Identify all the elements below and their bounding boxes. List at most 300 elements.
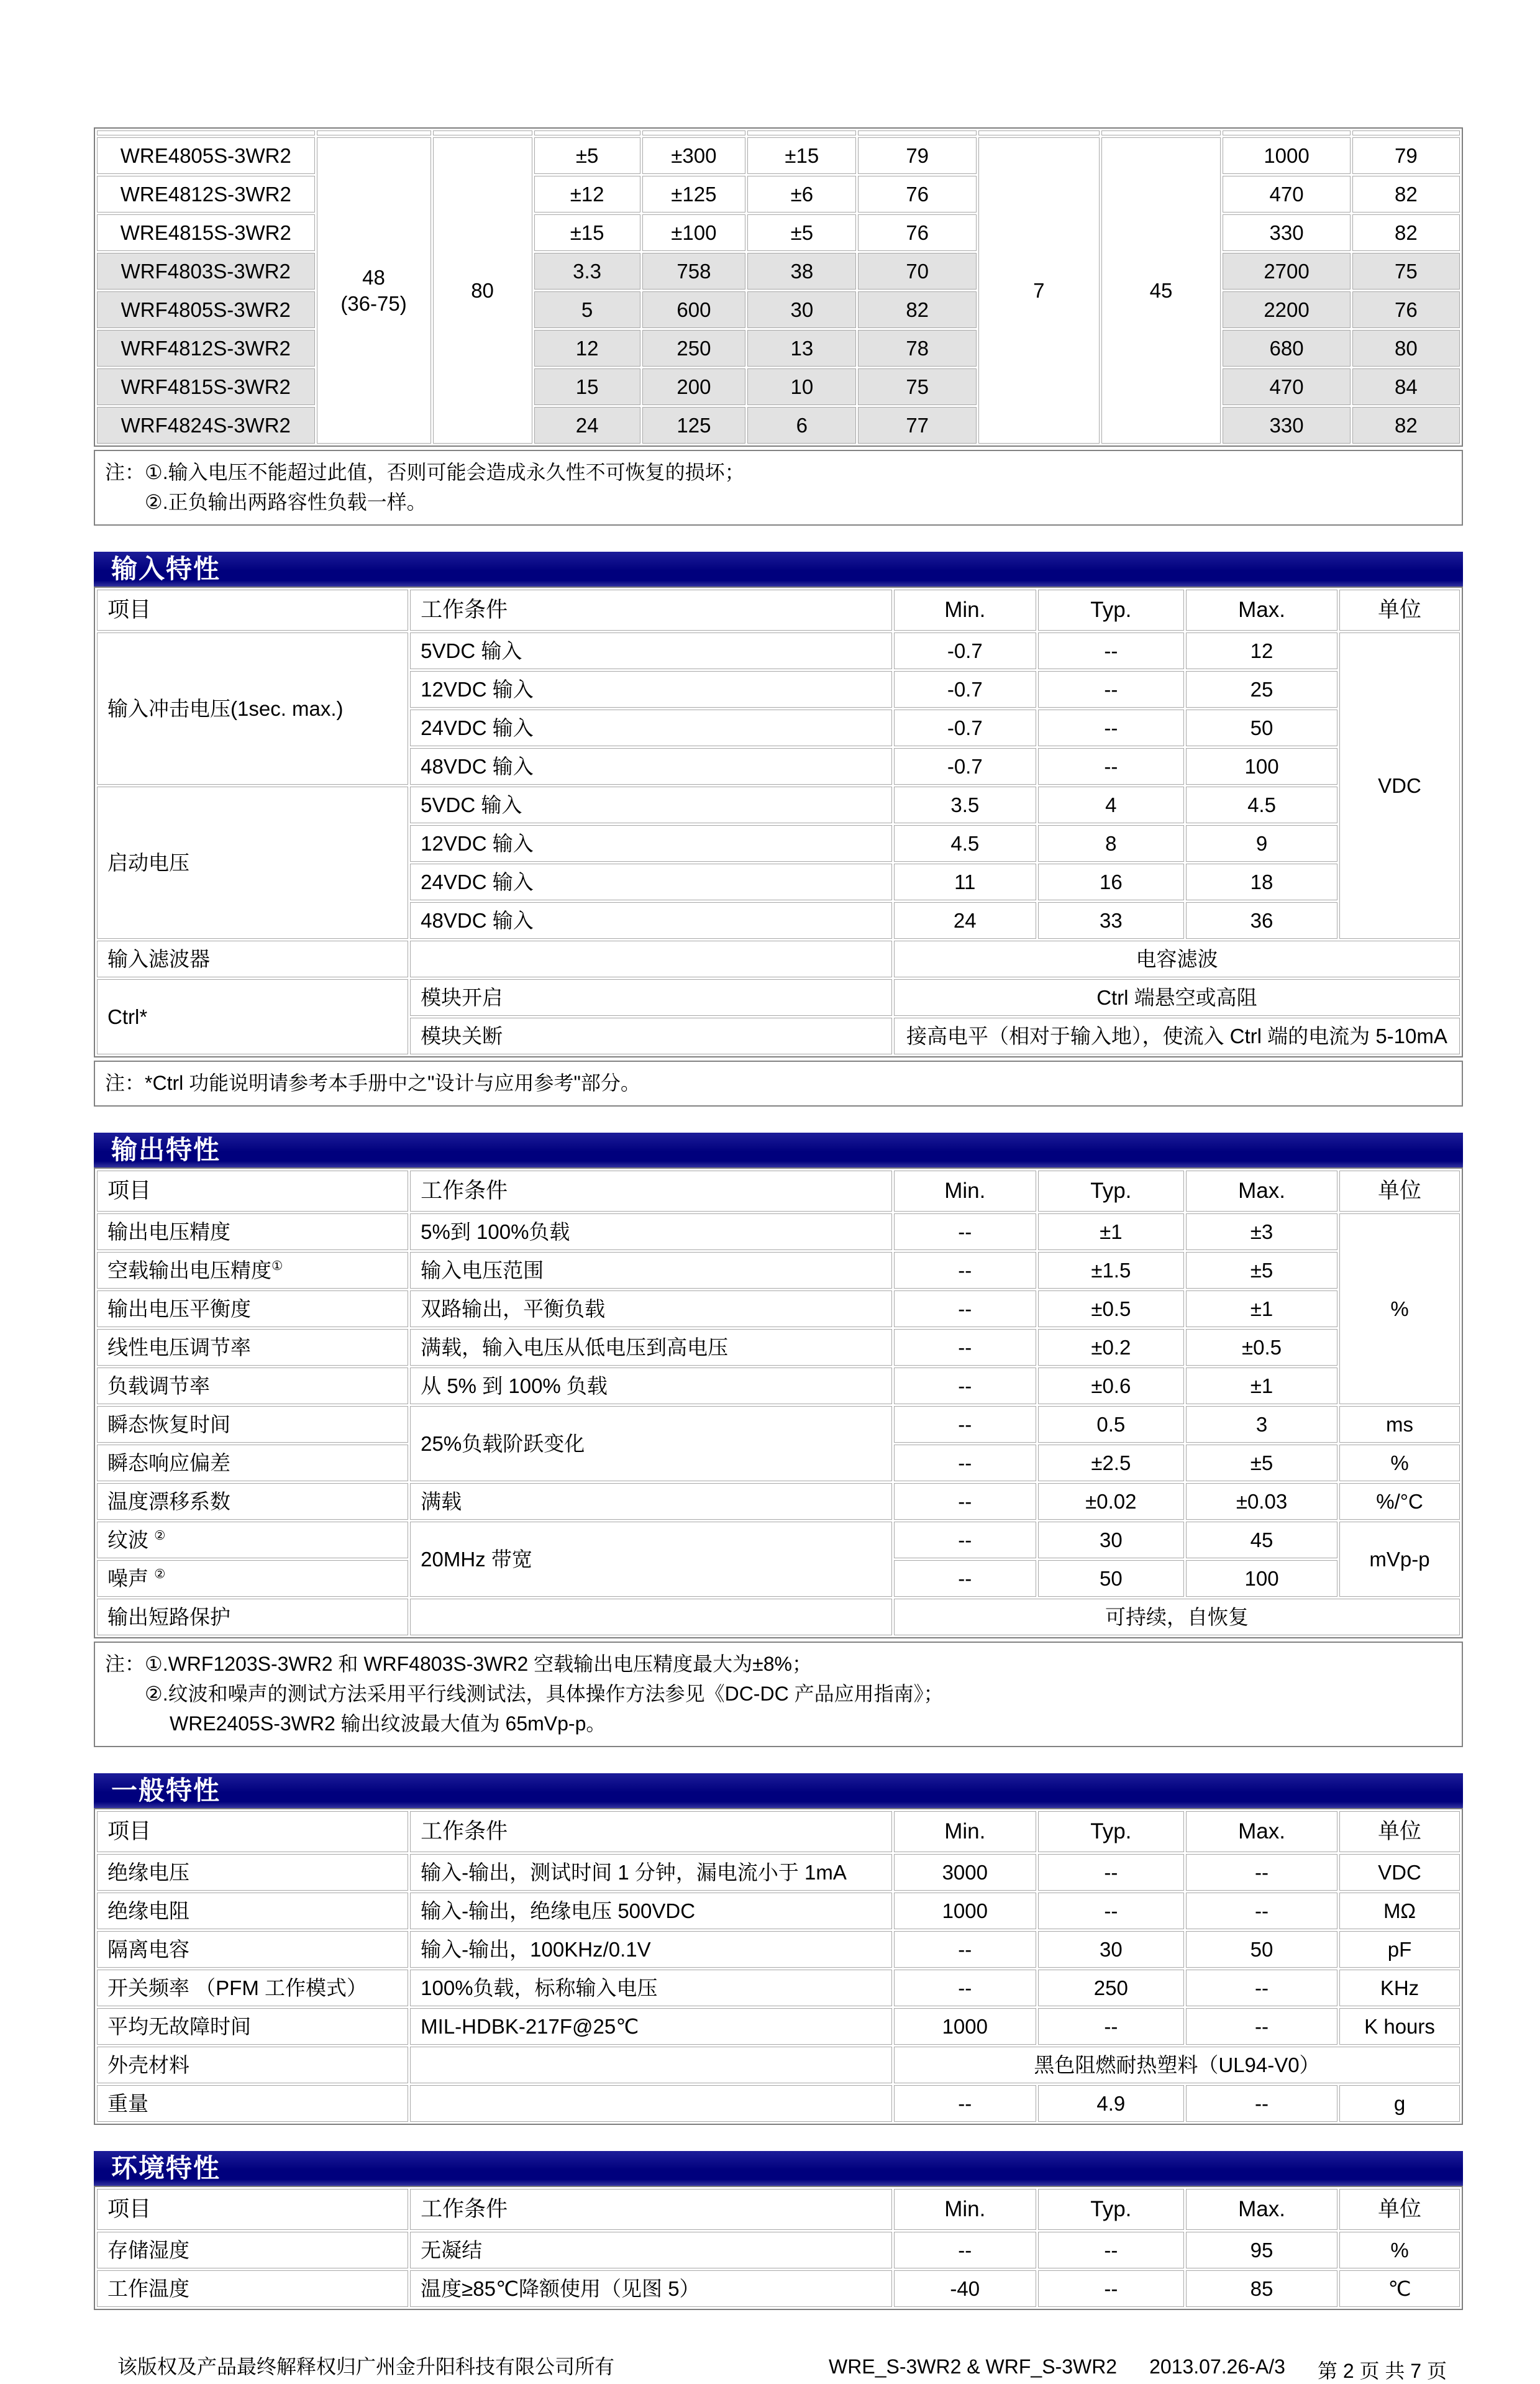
max-cell: 85 — [1186, 2270, 1337, 2307]
section-title-bar-environment — [94, 2151, 1463, 2186]
table-row — [97, 1893, 1460, 1929]
value-cell: 680 — [1223, 330, 1351, 367]
min-cell: -- — [894, 1560, 1036, 1597]
table-row — [97, 2270, 1460, 2307]
max-cell: 45 — [1186, 1522, 1337, 1558]
value-cell: ±15 — [534, 214, 640, 251]
column-header-max: Max. — [1186, 1811, 1337, 1852]
condition-cell: 100%负载，标称输入电压 — [410, 1970, 892, 2006]
column-header-max: Max. — [1186, 2189, 1337, 2230]
column-header-unit: 单位 — [1339, 1171, 1460, 1212]
item-cell: 输出电压精度 — [97, 1213, 408, 1250]
condition-cell: 满载，输入电压从低电压到高电压 — [410, 1329, 892, 1366]
table-row — [97, 2232, 1460, 2268]
table-row — [97, 1252, 1460, 1289]
sliver-cell — [747, 130, 856, 135]
item-cell: 线性电压调节率 — [97, 1329, 408, 1366]
condition-cell: 输入-输出，绝缘电压 500VDC — [410, 1893, 892, 1929]
min-cell: -- — [894, 1970, 1036, 2006]
condition-cell: 模块关断 — [410, 1018, 892, 1054]
min-cell: -- — [894, 1252, 1036, 1289]
min-cell: -- — [894, 1368, 1036, 1404]
sliver-cell — [534, 130, 640, 135]
condition-cell: 24VDC 输入 — [410, 864, 892, 900]
condition-cell: 5%到 100%负载 — [410, 1213, 892, 1250]
sliver-cell — [1101, 130, 1221, 135]
input-voltage-cell — [317, 137, 431, 444]
min-cell: -- — [894, 1329, 1036, 1366]
typ-cell: ±2.5 — [1038, 1445, 1184, 1481]
footnote-mark: ② — [154, 1528, 166, 1543]
table-row — [97, 1931, 1460, 1968]
item-cell: 绝缘电压 — [97, 1854, 408, 1891]
value-cell: ±125 — [642, 176, 746, 212]
value-cell: 76 — [858, 214, 976, 251]
section-title: 一般特性 — [111, 1776, 221, 1805]
typ-cell: -- — [1038, 1893, 1184, 1929]
table-row — [97, 1483, 1460, 1520]
sliver-cell — [97, 130, 315, 135]
table-row — [97, 2047, 1460, 2083]
value-cell: 6 — [747, 407, 856, 444]
typ-cell: -- — [1038, 2008, 1184, 2045]
section-title-bar-general — [94, 1773, 1463, 1808]
table-row — [97, 1290, 1460, 1327]
column-header-unit: 单位 — [1339, 590, 1460, 631]
unit-cell: K hours — [1339, 2008, 1460, 2045]
empty-cell — [410, 2085, 892, 2122]
typ-cell: ±1.5 — [1038, 1252, 1184, 1289]
unit-cell: pF — [1339, 1931, 1460, 1968]
typ-cell: -- — [1038, 671, 1184, 708]
value-cell: 84 — [1352, 368, 1460, 405]
item-cell: 瞬态恢复时间 — [97, 1406, 408, 1443]
min-cell: -0.7 — [894, 633, 1036, 669]
model-cell: WRE4805S-3WR2 — [97, 137, 315, 174]
column-header-item: 项目 — [97, 1171, 408, 1212]
condition-cell: 从 5% 到 100% 负载 — [410, 1368, 892, 1404]
max-cell: ±1 — [1186, 1368, 1337, 1404]
section-title: 输入特性 — [111, 554, 221, 583]
item-cell: 负载调节率 — [97, 1368, 408, 1404]
footnote-mark: ② — [154, 1566, 166, 1581]
table-row — [97, 1213, 1460, 1250]
table-row — [97, 1522, 1460, 1558]
value-cell: 电容滤波 — [894, 941, 1460, 977]
item-cell — [97, 1252, 408, 1289]
unit-cell: VDC — [1339, 633, 1460, 939]
value-cell: ±5 — [534, 137, 640, 174]
condition-cell: 无凝结 — [410, 2232, 892, 2268]
max-cell: -- — [1186, 1970, 1337, 2006]
item-cell: 开关频率 （PFM 工作模式） — [97, 1970, 408, 2006]
unit-cell: VDC — [1339, 1854, 1460, 1891]
section-title: 输出特性 — [111, 1135, 221, 1164]
item-cell: 工作温度 — [97, 2270, 408, 2307]
model-cell: WRE4815S-3WR2 — [97, 214, 315, 251]
input-voltage-nominal: 48 — [362, 266, 385, 290]
value-cell: ±5 — [747, 214, 856, 251]
note-line: 注：①.输入电压不能超过此值，否则可能会造成永久性不可恢复的损坏； — [105, 461, 745, 483]
value-cell: 76 — [1352, 291, 1460, 328]
value-cell: 78 — [858, 330, 976, 367]
footer-page-number: 第 2 页 共 7 页 — [1317, 2360, 1447, 2382]
min-cell: -0.7 — [894, 671, 1036, 708]
unit-cell: %/°C — [1339, 1483, 1460, 1520]
value-cell: 15 — [534, 368, 640, 405]
unit-cell: % — [1339, 2232, 1460, 2268]
max-cell: 3 — [1186, 1406, 1337, 1443]
model-cell: WRF4805S-3WR2 — [97, 291, 315, 328]
typ-cell: 16 — [1038, 864, 1184, 900]
max-cell: -- — [1186, 1893, 1337, 1929]
value-cell: 82 — [1352, 176, 1460, 212]
unit-cell: % — [1339, 1445, 1460, 1481]
condition-cell: 输入-输出，测试时间 1 分钟，漏电流小于 1mA — [410, 1854, 892, 1891]
min-cell: 1000 — [894, 2008, 1036, 2045]
sliver-cell — [858, 130, 976, 135]
notes-box — [94, 1061, 1463, 1107]
max-cell: 9 — [1186, 825, 1337, 862]
column-header-unit: 单位 — [1339, 1811, 1460, 1852]
table-header-row — [97, 590, 1460, 631]
max-cell: 100 — [1186, 1560, 1337, 1597]
value-cell: 600 — [642, 291, 746, 328]
column-header-condition: 工作条件 — [410, 1171, 892, 1212]
condition-cell: 48VDC 输入 — [410, 902, 892, 939]
item-cell: 重量 — [97, 2085, 408, 2122]
section-title-bar-input — [94, 552, 1463, 587]
shared-value-cell: 45 — [1101, 137, 1221, 444]
min-cell: -- — [894, 1406, 1036, 1443]
max-cell: ±0.5 — [1186, 1329, 1337, 1366]
min-cell: -- — [894, 2232, 1036, 2268]
column-header-item: 项目 — [97, 2189, 408, 2230]
table-row — [97, 368, 1460, 405]
value-cell: 75 — [858, 368, 976, 405]
table-row — [97, 407, 1460, 444]
max-cell: ±0.03 — [1186, 1483, 1337, 1520]
column-header-max: Max. — [1186, 1171, 1337, 1212]
table-row — [97, 941, 1460, 977]
min-cell: -- — [894, 2085, 1036, 2122]
condition-cell: 温度≥85℃降额使用（见图 5） — [410, 2270, 892, 2307]
max-cell: 36 — [1186, 902, 1337, 939]
value-cell: 黑色阻燃耐热塑料（UL94-V0） — [894, 2047, 1460, 2083]
value-cell: 330 — [1223, 214, 1351, 251]
sliver-cell — [317, 130, 431, 135]
column-header-condition: 工作条件 — [410, 2189, 892, 2230]
item-cell: Ctrl* — [97, 979, 408, 1054]
table-row — [97, 787, 1460, 823]
table-row — [97, 176, 1460, 212]
table-row — [97, 1854, 1460, 1891]
condition-cell: 25%负载阶跃变化 — [410, 1406, 892, 1481]
value-cell: 3.3 — [534, 253, 640, 290]
item-label: 纹波 — [107, 1528, 148, 1551]
value-cell: 5 — [534, 291, 640, 328]
column-header-item: 项目 — [97, 590, 408, 631]
unit-cell: mVp-p — [1339, 1522, 1460, 1597]
max-cell: 100 — [1186, 748, 1337, 785]
model-cell: WRF4812S-3WR2 — [97, 330, 315, 367]
max-cell: 18 — [1186, 864, 1337, 900]
item-label: 噪声 — [107, 1566, 148, 1590]
empty-cell — [410, 2047, 892, 2083]
note-line: ②.正负输出两路容性负载一样。 — [145, 491, 427, 513]
typ-cell: 0.5 — [1038, 1406, 1184, 1443]
table-border-sliver-row — [97, 130, 1460, 135]
input-voltage-range: (36-75) — [340, 291, 407, 315]
model-cell: WRE4812S-3WR2 — [97, 176, 315, 212]
typ-cell: ±1 — [1038, 1213, 1184, 1250]
column-header-typ: Typ. — [1038, 2189, 1184, 2230]
typ-cell: -- — [1038, 633, 1184, 669]
value-cell: 470 — [1223, 368, 1351, 405]
table-row — [97, 1368, 1460, 1404]
table-row — [97, 214, 1460, 251]
value-cell: 76 — [858, 176, 976, 212]
item-cell: 输出电压平衡度 — [97, 1290, 408, 1327]
value-cell: 79 — [858, 137, 976, 174]
footer-revision: 2013.07.26-A/3 — [1149, 2355, 1285, 2378]
value-cell: Ctrl 端悬空或高阻 — [894, 979, 1460, 1016]
value-cell: 24 — [534, 407, 640, 444]
shared-value-cell: 7 — [978, 137, 1100, 444]
condition-cell: 5VDC 输入 — [410, 633, 892, 669]
table-row — [97, 2008, 1460, 2045]
item-cell: 隔离电容 — [97, 1931, 408, 1968]
column-header-max: Max. — [1186, 590, 1337, 631]
condition-cell: 12VDC 输入 — [410, 825, 892, 862]
unit-cell: % — [1339, 1213, 1460, 1404]
column-header-item: 项目 — [97, 1811, 408, 1852]
condition-cell: 24VDC 输入 — [410, 710, 892, 746]
sliver-cell — [1223, 130, 1351, 135]
note-line: 注：*Ctrl 功能说明请参考本手册中之"设计与应用参考"部分。 — [105, 1072, 640, 1094]
max-cell: -- — [1186, 1854, 1337, 1891]
typ-cell: -- — [1038, 2270, 1184, 2307]
value-cell: 330 — [1223, 407, 1351, 444]
item-cell: 输入冲击电压(1sec. max.) — [97, 633, 408, 785]
model-cell: WRF4803S-3WR2 — [97, 253, 315, 290]
min-cell: -- — [894, 1445, 1036, 1481]
condition-cell: 5VDC 输入 — [410, 787, 892, 823]
value-cell: ±12 — [534, 176, 640, 212]
value-cell: 250 — [642, 330, 746, 367]
item-cell: 外壳材料 — [97, 2047, 408, 2083]
column-header-min: Min. — [894, 1811, 1036, 1852]
empty-cell — [410, 941, 892, 977]
typ-cell: 8 — [1038, 825, 1184, 862]
column-header-min: Min. — [894, 590, 1036, 631]
column-header-typ: Typ. — [1038, 590, 1184, 631]
note-line: ②.纹波和噪声的测试方法采用平行线测试法，具体操作方法参见《DC-DC 产品应用指南》； — [145, 1683, 944, 1705]
table-row — [97, 2085, 1460, 2122]
sliver-cell — [433, 130, 532, 135]
model-cell: WRF4815S-3WR2 — [97, 368, 315, 405]
model-cell: WRF4824S-3WR2 — [97, 407, 315, 444]
condition-cell: 20MHz 带宽 — [410, 1522, 892, 1597]
item-cell: 启动电压 — [97, 787, 408, 939]
column-header-min: Min. — [894, 1171, 1036, 1212]
min-cell: 3.5 — [894, 787, 1036, 823]
table-header-row — [97, 1811, 1460, 1852]
notes-box — [94, 1642, 1463, 1747]
min-cell: 3000 — [894, 1854, 1036, 1891]
max-cell: 12 — [1186, 633, 1337, 669]
value-cell: 82 — [858, 291, 976, 328]
item-cell: 瞬态响应偏差 — [97, 1445, 408, 1481]
max-cell: ±5 — [1186, 1445, 1337, 1481]
condition-cell: 输入电压范围 — [410, 1252, 892, 1289]
table-row — [97, 1970, 1460, 2006]
shared-value-cell: 80 — [433, 137, 532, 444]
table-row — [97, 1329, 1460, 1366]
condition-cell: 48VDC 输入 — [410, 748, 892, 785]
min-cell: -0.7 — [894, 710, 1036, 746]
typ-cell: 4 — [1038, 787, 1184, 823]
typ-cell: -- — [1038, 1854, 1184, 1891]
notes-box — [94, 450, 1463, 526]
value-cell: 38 — [747, 253, 856, 290]
min-cell: 4.5 — [894, 825, 1036, 862]
table-row — [97, 291, 1460, 328]
value-cell: 30 — [747, 291, 856, 328]
unit-cell: ℃ — [1339, 2270, 1460, 2307]
column-header-min: Min. — [894, 2189, 1036, 2230]
max-cell: 50 — [1186, 710, 1337, 746]
typ-cell: ±0.2 — [1038, 1329, 1184, 1366]
value-cell: 80 — [1352, 330, 1460, 367]
output-characteristics-table — [94, 1167, 1463, 1638]
typ-cell: -- — [1038, 710, 1184, 746]
sliver-cell — [978, 130, 1100, 135]
min-cell: -- — [894, 1522, 1036, 1558]
max-cell: 50 — [1186, 1931, 1337, 1968]
unit-cell: ms — [1339, 1406, 1460, 1443]
min-cell: -- — [894, 1290, 1036, 1327]
note-line: WRE2405S-3WR2 输出纹波最大值为 65mVp-p。 — [170, 1712, 606, 1735]
section-title: 环境特性 — [111, 2153, 221, 2183]
value-cell: 2700 — [1223, 253, 1351, 290]
table-header-row — [97, 1171, 1460, 1212]
value-cell: 200 — [642, 368, 746, 405]
value-cell: 12 — [534, 330, 640, 367]
value-cell: 70 — [858, 253, 976, 290]
min-cell: 24 — [894, 902, 1036, 939]
column-header-typ: Typ. — [1038, 1811, 1184, 1852]
value-cell: 75 — [1352, 253, 1460, 290]
value-cell: 77 — [858, 407, 976, 444]
item-cell — [97, 1560, 408, 1597]
condition-cell: 双路输出，平衡负载 — [410, 1290, 892, 1327]
item-cell: 输入滤波器 — [97, 941, 408, 977]
page-footer — [94, 2351, 1463, 2384]
item-label: 空载输出电压精度 — [107, 1258, 271, 1282]
typ-cell: 30 — [1038, 1931, 1184, 1968]
value-cell: 13 — [747, 330, 856, 367]
input-characteristics-table — [94, 587, 1463, 1057]
column-header-condition: 工作条件 — [410, 1811, 892, 1852]
table-row — [97, 633, 1460, 669]
value-cell: ±15 — [747, 137, 856, 174]
value-cell: ±300 — [642, 137, 746, 174]
footnote-mark: ① — [271, 1258, 283, 1273]
max-cell: 95 — [1186, 2232, 1337, 2268]
min-cell: -40 — [894, 2270, 1036, 2307]
table-row — [97, 979, 1460, 1016]
condition-cell: 模块开启 — [410, 979, 892, 1016]
typ-cell: 50 — [1038, 1560, 1184, 1597]
column-header-condition: 工作条件 — [410, 590, 892, 631]
min-cell: 11 — [894, 864, 1036, 900]
empty-cell — [410, 1599, 892, 1635]
condition-cell: 满载 — [410, 1483, 892, 1520]
table-row — [97, 1406, 1460, 1443]
environment-characteristics-table — [94, 2186, 1463, 2310]
item-cell: 输出短路保护 — [97, 1599, 408, 1635]
max-cell: -- — [1186, 2008, 1337, 2045]
table-row — [97, 253, 1460, 290]
column-header-unit: 单位 — [1339, 2189, 1460, 2230]
value-cell: 2200 — [1223, 291, 1351, 328]
value-cell: 125 — [642, 407, 746, 444]
typ-cell: -- — [1038, 2232, 1184, 2268]
item-cell: 存储湿度 — [97, 2232, 408, 2268]
value-cell: ±6 — [747, 176, 856, 212]
item-cell: 绝缘电阻 — [97, 1893, 408, 1929]
typ-cell: ±0.6 — [1038, 1368, 1184, 1404]
footer-copyright: 该版权及产品最终解释权归广州金升阳科技有限公司所有 — [117, 2355, 615, 2378]
typ-cell: 33 — [1038, 902, 1184, 939]
min-cell: -0.7 — [894, 748, 1036, 785]
section-title-bar-output — [94, 1133, 1463, 1167]
table-header-row — [97, 2189, 1460, 2230]
typ-cell: 30 — [1038, 1522, 1184, 1558]
table-row — [97, 1599, 1460, 1635]
item-cell: 平均无故障时间 — [97, 2008, 408, 2045]
value-cell: 接高电平（相对于输入地），使流入 Ctrl 端的电流为 5-10mA — [894, 1018, 1460, 1054]
max-cell: ±5 — [1186, 1252, 1337, 1289]
note-line: 注：①.WRF1203S-3WR2 和 WRF4803S-3WR2 空载输出电压精度最大为±8%； — [105, 1653, 812, 1675]
unit-cell: MΩ — [1339, 1893, 1460, 1929]
column-header-typ: Typ. — [1038, 1171, 1184, 1212]
min-cell: -- — [894, 1483, 1036, 1520]
sliver-cell — [1352, 130, 1460, 135]
max-cell: 4.5 — [1186, 787, 1337, 823]
table-row — [97, 330, 1460, 367]
footer-right-group — [829, 2355, 1447, 2384]
condition-cell: 输入-输出，100KHz/0.1V — [410, 1931, 892, 1968]
unit-cell: KHz — [1339, 1970, 1460, 2006]
table-row — [97, 137, 1460, 174]
value-cell: 470 — [1223, 176, 1351, 212]
unit-cell: g — [1339, 2085, 1460, 2122]
typ-cell: -- — [1038, 748, 1184, 785]
value-cell: 1000 — [1223, 137, 1351, 174]
typ-cell: ±0.5 — [1038, 1290, 1184, 1327]
min-cell: -- — [894, 1931, 1036, 1968]
value-cell: 10 — [747, 368, 856, 405]
general-characteristics-table — [94, 1808, 1463, 2125]
typ-cell: ±0.02 — [1038, 1483, 1184, 1520]
typ-cell: 250 — [1038, 1970, 1184, 2006]
max-cell: ±3 — [1186, 1213, 1337, 1250]
min-cell: -- — [894, 1213, 1036, 1250]
value-cell: 82 — [1352, 407, 1460, 444]
typ-cell: 4.9 — [1038, 2085, 1184, 2122]
